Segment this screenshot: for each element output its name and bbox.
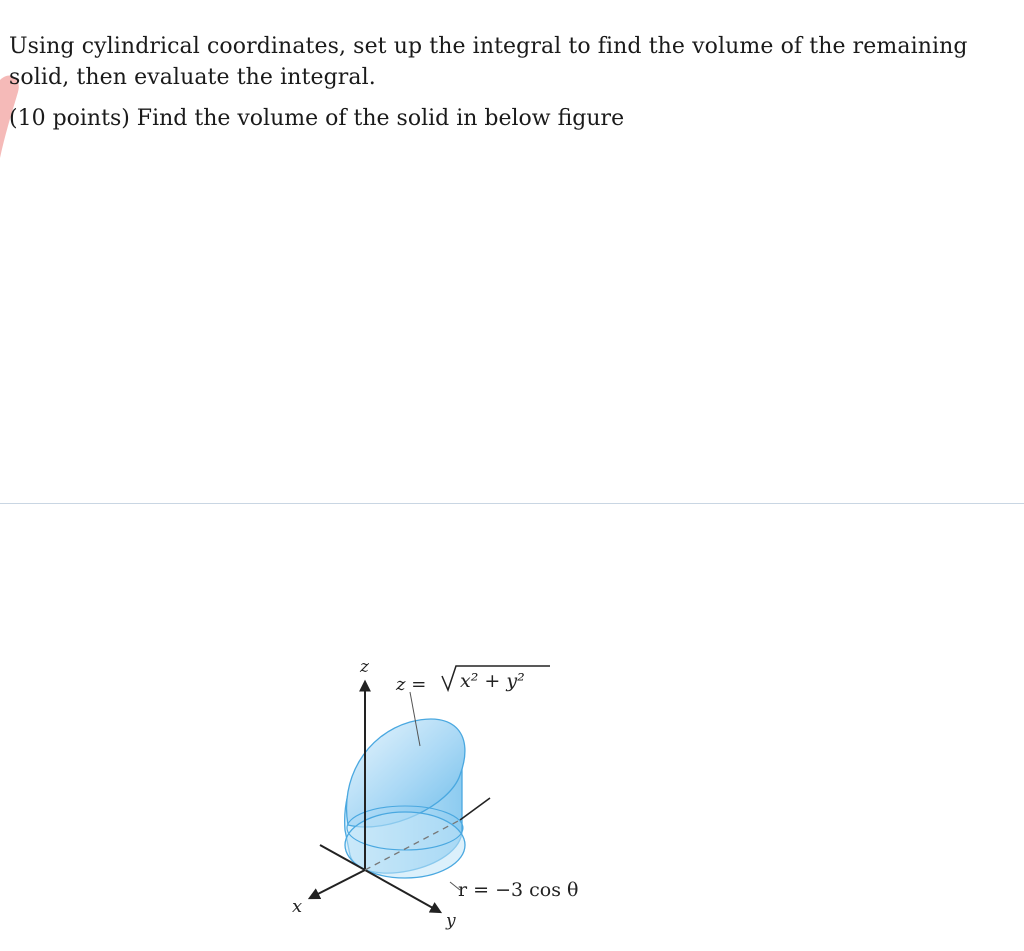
solid-figure	[280, 650, 600, 940]
y-axis-label: y	[446, 911, 456, 931]
surface-equation-rhs: x² + y²	[460, 670, 525, 692]
y-axis-back	[460, 798, 490, 820]
section-divider	[0, 503, 1024, 504]
question-part-points: (10 points) Find the volume of the solid in below figure	[9, 106, 625, 131]
z-axis-label: z	[360, 657, 369, 677]
question-intro: Using cylindrical coordinates, set up the integral to find the volume of the remaining solid, then evaluate the integral.	[9, 34, 968, 90]
x-axis-label: x	[292, 896, 303, 917]
x-axis	[310, 870, 365, 898]
cylinder-equation: r = −3 cos θ	[458, 879, 579, 901]
surface-equation-lhs: z =	[396, 674, 427, 695]
